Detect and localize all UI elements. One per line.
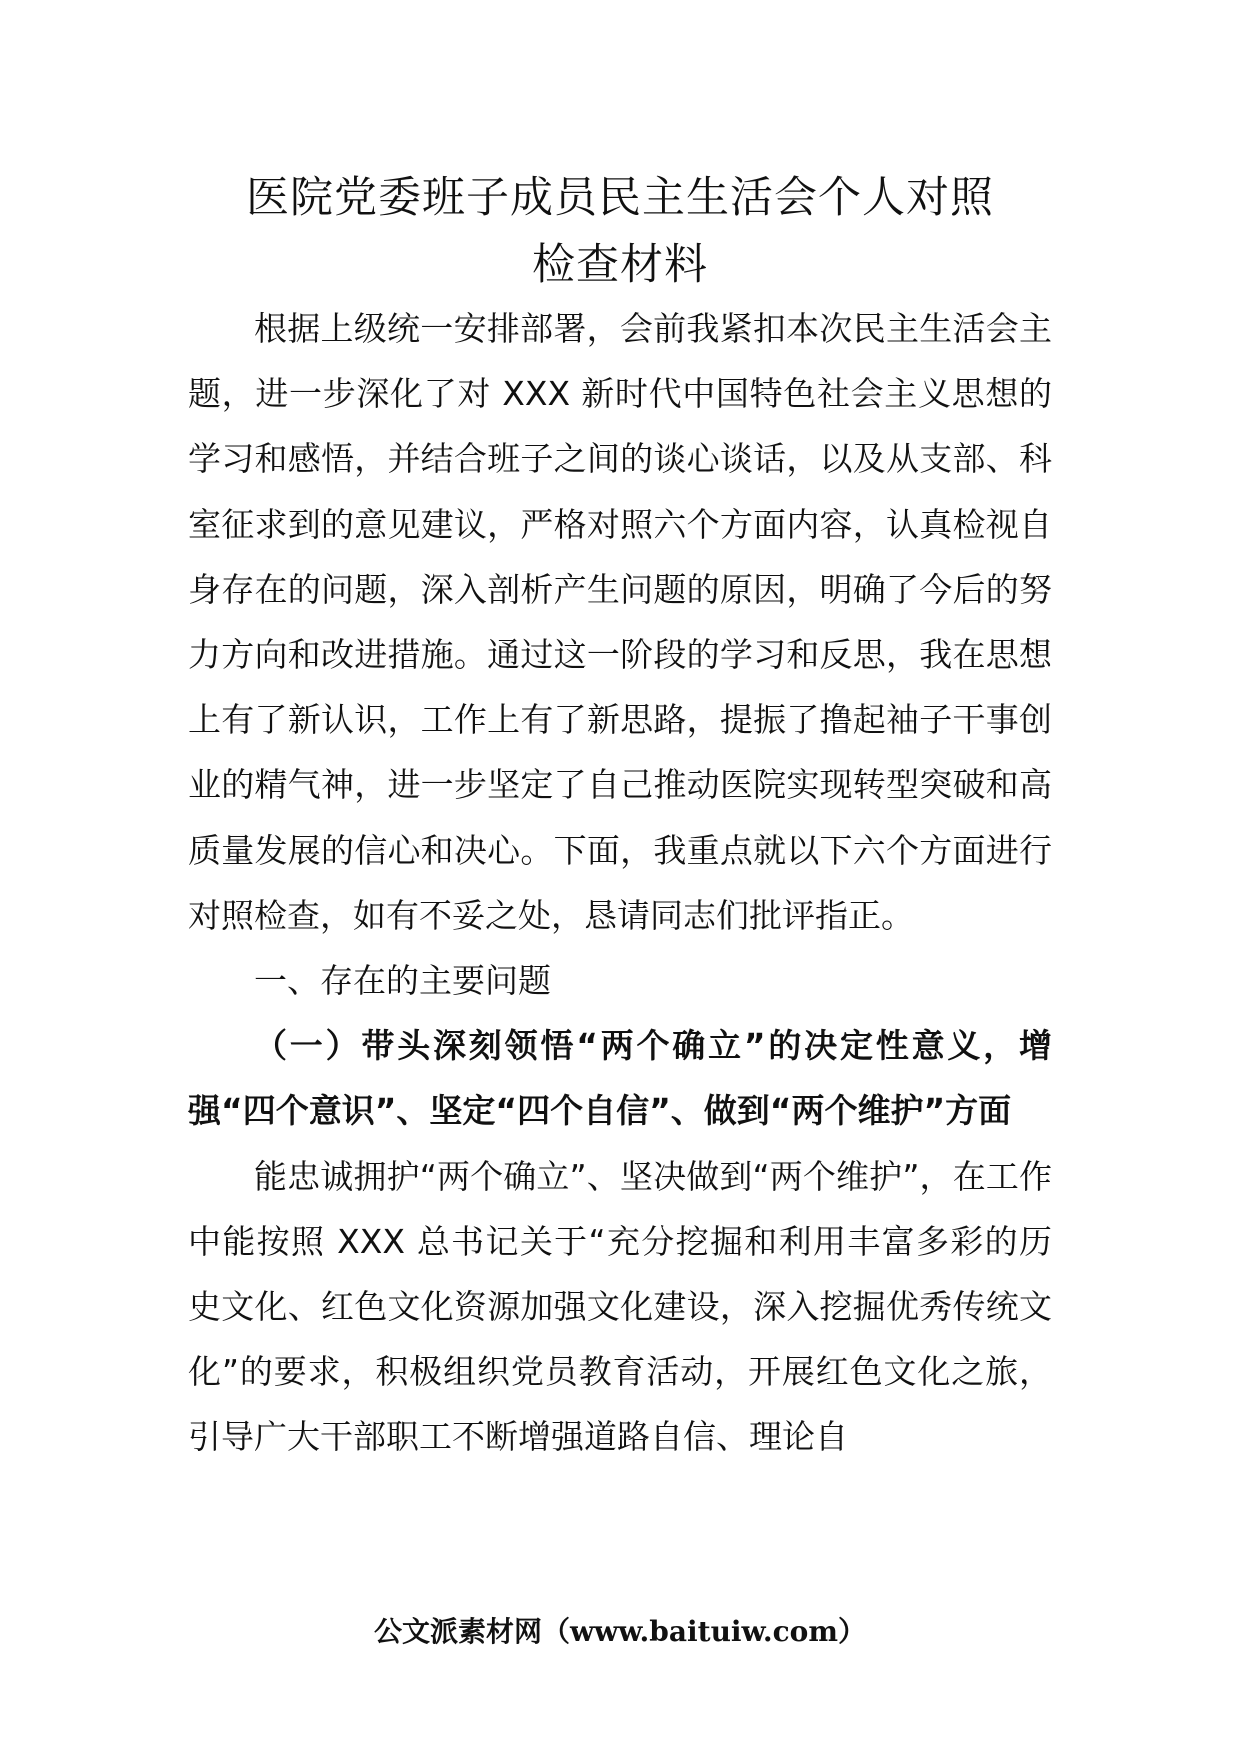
document-title-line-2: 检查材料 bbox=[532, 240, 708, 290]
subsection-paragraph: 能忠诚拥护“两个确立”、坚决做到“两个维护”，在工作中能按照 XXX 总书记关于“充分挖掘和利用丰富多彩的历史文化、红色文化资源加强文化建设，深入挖掘优秀传统文化”的要求，积极组织党员教育活动，开展红色文化之旅，引导广大干部职工不断增强道路自信、理论自 bbox=[188, 1156, 1052, 1457]
footer-watermark: 公文派素材网（www.baituiw.com） bbox=[374, 1615, 866, 1648]
document-title-line-1: 医院党委班子成员民主生活会个人对照 bbox=[246, 173, 994, 223]
intro-paragraph: 根据上级统一安排部署，会前我紧扣本次民主生活会主题，进一步深化了对 XXX 新时代中国特色社会主义思想的学习和感悟，并结合班子之间的谈心谈话，以及从支部、科室征求到的意见建议，严格对照六个方面内容，认真检视自身存在的问题，深入剖析产生问题的原因，明确了今后的努力方向和改进措施。通过这一阶段的学习和反思，我在思想上有了新认识，工作上有了新思路，提振了撸起袖子干事创业的精气神，进一步坚定了自己推动医院实现转型突破和高质量发展的信心和决心。下面，我重点就以下六个方面进行对照检查，如有不妥之处，恳请同志们批评指正。 bbox=[188, 309, 1052, 935]
section-heading: 一、存在的主要问题 bbox=[254, 961, 551, 1001]
subsection-heading: （一）带头深刻领悟“两个确立”的决定性意义，增强“四个意识”、坚定“四个自信”、做到“两个维护”方面 bbox=[188, 1026, 1052, 1131]
document-body bbox=[188, 296, 1052, 1470]
